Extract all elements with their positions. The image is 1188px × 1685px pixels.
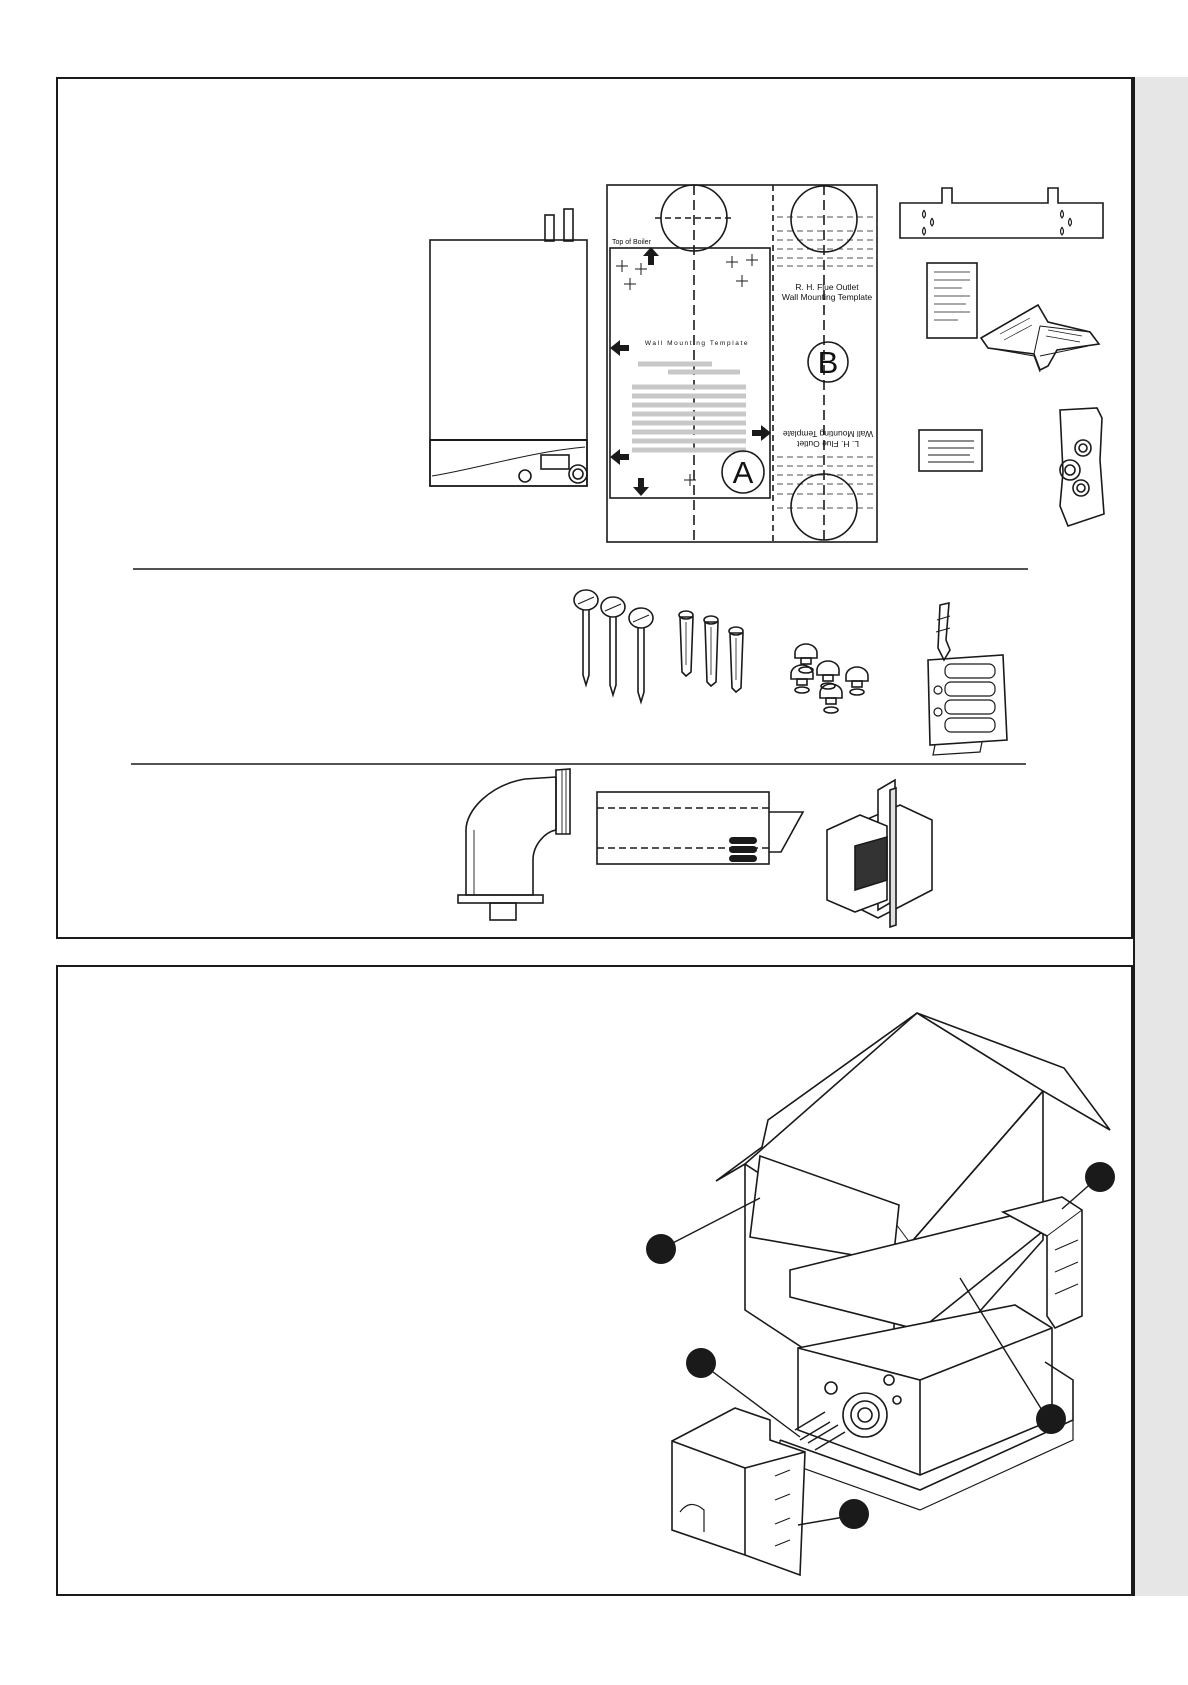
connector-block-icon — [928, 603, 1007, 755]
wall-bracket-icon — [900, 188, 1103, 238]
boiler-icon — [430, 209, 587, 486]
wall-mounting-template-label: Wall Mounting Template — [644, 340, 750, 347]
lh-flue-template-label: Wall Mounting Template — [782, 429, 874, 439]
flue-elbow-icon — [458, 769, 570, 920]
instruction-book-icon — [981, 305, 1099, 372]
template-marker-b: B — [817, 345, 839, 380]
rh-flue-template-label: Wall Mounting Template — [781, 292, 873, 302]
wall-seal-icon — [827, 780, 932, 927]
sealing-gasket-icon — [1060, 408, 1104, 526]
rh-flue-outlet-label: R. H. Flue Outlet — [795, 282, 859, 292]
flue-pipe-icon — [597, 792, 803, 864]
wall-plugs-icon — [679, 611, 743, 692]
top-of-boiler-label: Top of Boiler — [612, 239, 651, 246]
screws-icon — [574, 590, 653, 702]
template-marker-a: A — [732, 455, 754, 490]
packaging-box-icon — [646, 1013, 1115, 1575]
label-card-icon — [919, 430, 982, 471]
lh-flue-outlet-label: L. H. Flue Outlet — [797, 439, 859, 449]
document-icon — [927, 263, 977, 338]
grommets-icon — [791, 644, 868, 713]
